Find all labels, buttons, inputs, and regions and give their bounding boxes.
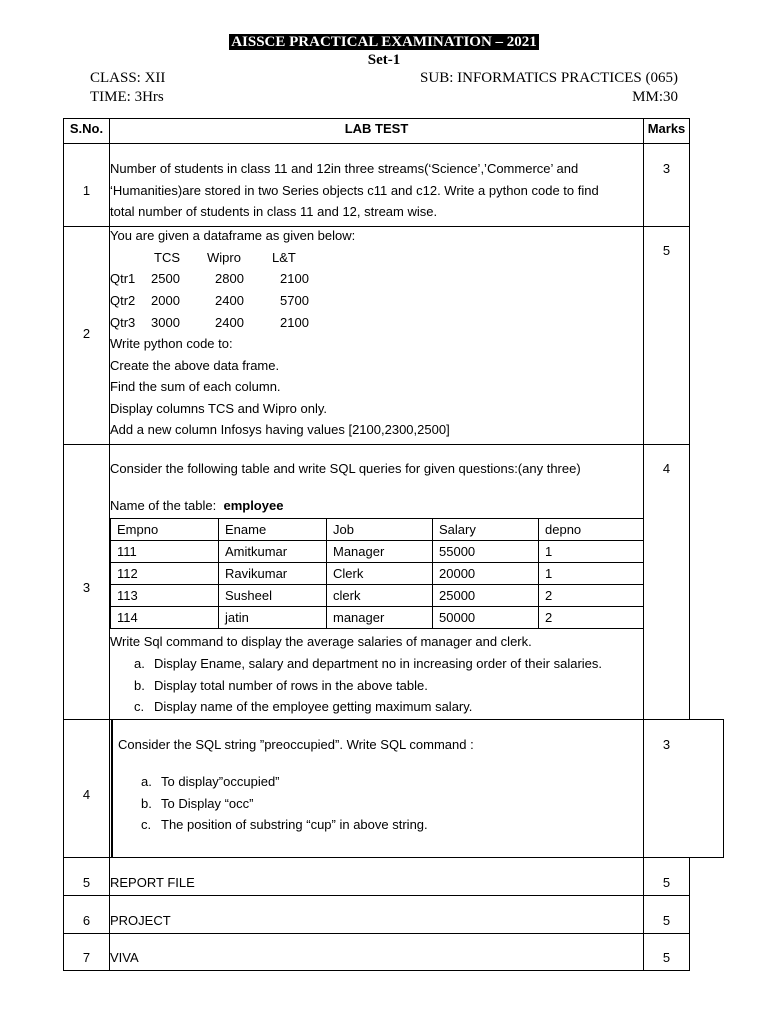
list-item [134, 696, 643, 718]
q4-box-top-ext [689, 719, 724, 720]
df-row-label: Qtr2 [110, 293, 136, 308]
row-divider-header [63, 143, 690, 144]
table-cell: Manager [327, 541, 433, 563]
table-row [111, 585, 644, 607]
q6-text: PROJECT [110, 913, 171, 928]
employee-header-cell: Job [327, 519, 433, 541]
q1-marks: 3 [662, 161, 671, 176]
df-col-wipro: Wipro [207, 250, 241, 265]
table-cell: 111 [111, 541, 219, 563]
table-cell: Amitkumar [219, 541, 327, 563]
employee-header-cell: Empno [111, 519, 219, 541]
list-letter: a. [141, 774, 152, 789]
table-cell: Ravikumar [219, 563, 327, 585]
list-text: Display name of the employee getting maximum salary. [154, 699, 473, 714]
table-cell: 1 [539, 563, 644, 585]
row-divider-5 [63, 895, 690, 896]
q2-task: Add a new column Infosys having values [2100,2300,2500] [110, 422, 450, 437]
table-cell: 112 [111, 563, 219, 585]
q3-table-name [110, 495, 643, 517]
table-border-right [689, 118, 690, 720]
table-border-bottom [63, 970, 690, 971]
list-item [141, 793, 641, 815]
table-cell: 2 [539, 607, 644, 629]
employee-header-cell: depno [539, 519, 644, 541]
q4-box-left [111, 719, 113, 858]
table-cell: 25000 [433, 585, 539, 607]
df-col-lt: L&T [272, 250, 296, 265]
q3-table-name-value: employee [223, 498, 284, 513]
list-text: To Display “occ” [161, 795, 254, 811]
q2-tasks [110, 333, 643, 441]
table-cell: Susheel [219, 585, 327, 607]
table-cell: 20000 [433, 563, 539, 585]
table-border-left [63, 118, 64, 971]
table-cell: clerk [327, 585, 433, 607]
list-item [141, 771, 641, 793]
list-item [134, 675, 643, 697]
list-item [134, 653, 643, 675]
q7-number: 7 [82, 950, 91, 965]
table-cell: 55000 [433, 541, 539, 563]
list-item [141, 814, 641, 836]
q3-lead: Write Sql command to display the average salaries of manager and clerk. [110, 634, 532, 649]
header-lab-test: LAB TEST [344, 121, 409, 136]
subject-label: SUB: INFORMATICS PRACTICES (065) [420, 70, 678, 86]
df-cell: 2100 [280, 271, 309, 286]
list-text: To display”occupied” [161, 774, 280, 789]
q4-intro: Consider the SQL string ”preoccupied”. Write SQL command : [118, 737, 474, 752]
q1-line-2: ‘Humanities)are stored in two Series objects c11 and c12. Write a python code to find [110, 182, 599, 198]
q3-list [134, 653, 643, 718]
q5-number: 5 [82, 875, 91, 890]
q2-task: Create the above data frame. [110, 357, 280, 373]
df-cell: 5700 [280, 293, 309, 308]
time-label: TIME: 3Hrs [90, 89, 164, 105]
employee-header-cell: Salary [433, 519, 539, 541]
q4-box-right [723, 719, 724, 858]
df-col-tcs: TCS [154, 250, 180, 265]
class-label: CLASS: XII [90, 70, 166, 86]
q5-text: REPORT FILE [110, 875, 195, 890]
table-cell: 1 [539, 541, 644, 563]
row-divider-2 [63, 444, 690, 445]
exam-title [0, 34, 768, 51]
table-cell: 50000 [433, 607, 539, 629]
df-row-label: Qtr1 [110, 271, 136, 286]
q4-number: 4 [82, 787, 91, 802]
max-marks-label: MM:30 [632, 89, 678, 105]
employee-table-header [111, 519, 644, 541]
df-cell: 2400 [215, 293, 244, 308]
list-letter: b. [141, 795, 152, 811]
q2-task: Find the sum of each column. [110, 379, 281, 394]
df-cell: 2100 [280, 315, 309, 330]
table-border-right-lower [689, 857, 690, 971]
q6-marks: 5 [662, 913, 671, 928]
header-sno: S.No. [69, 121, 104, 136]
q6-number: 6 [82, 913, 91, 928]
list-letter: c. [141, 817, 152, 832]
table-row [111, 541, 644, 563]
df-cell: 2800 [215, 271, 244, 286]
table-row [111, 563, 644, 585]
q3-intro: Consider the following table and write SQL queries for given questions:(any three) [110, 461, 581, 476]
table-cell: 114 [111, 607, 219, 629]
list-text: Display Ename, salary and department no in increasing order of their salaries. [154, 656, 603, 671]
q1-number: 1 [82, 183, 91, 198]
q1-line-3: total number of students in class 11 and 12, stream wise. [110, 204, 438, 219]
q2-number: 2 [82, 326, 91, 341]
list-text: Display total number of rows in the above table. [154, 677, 428, 693]
q2-marks: 5 [662, 243, 671, 258]
list-text: The position of substring “cup” in above string. [161, 817, 428, 832]
table-cell: 113 [111, 585, 219, 607]
q1-line-1: Number of students in class 11 and 12in three streams(‘Science’,’Commerce’ and [110, 161, 579, 176]
q4-marks: 3 [662, 737, 671, 752]
list-letter: c. [134, 699, 145, 714]
list-letter: b. [134, 677, 145, 693]
df-cell: 3000 [151, 315, 180, 330]
table-cell: Clerk [327, 563, 433, 585]
header-marks: Marks [647, 121, 686, 136]
q3-number: 3 [82, 580, 91, 595]
q4-list [141, 771, 641, 836]
row-divider-6 [63, 933, 690, 934]
df-cell: 2400 [215, 315, 244, 330]
q2-task: Display columns TCS and Wipro only. [110, 400, 327, 416]
q7-marks: 5 [662, 950, 671, 965]
table-cell: manager [327, 607, 433, 629]
q2-task: Write python code to: [110, 336, 233, 351]
employee-header-cell: Ename [219, 519, 327, 541]
table-cell: 2 [539, 585, 644, 607]
row-divider-3 [63, 719, 690, 720]
q3-table-name-label: Name of the table: [110, 498, 217, 513]
q3-marks: 4 [662, 461, 671, 476]
df-cell: 2500 [151, 271, 180, 286]
set-number: Set-1 [367, 52, 401, 68]
table-row [111, 607, 644, 629]
q7-text: VIVA [110, 950, 139, 965]
df-row-label: Qtr3 [110, 315, 136, 330]
q4-box-bottom-ext [689, 857, 724, 858]
q2-intro: You are given a dataframe as given below: [110, 228, 356, 243]
df-cell: 2000 [151, 293, 180, 308]
exam-title-text: AISSCE PRACTICAL EXAMINATION – 2021 [231, 34, 537, 50]
list-letter: a. [134, 656, 145, 671]
q5-marks: 5 [662, 875, 671, 890]
employee-table [110, 518, 644, 629]
table-cell: jatin [219, 607, 327, 629]
row-divider-4 [63, 857, 690, 858]
q1-text [110, 158, 643, 223]
